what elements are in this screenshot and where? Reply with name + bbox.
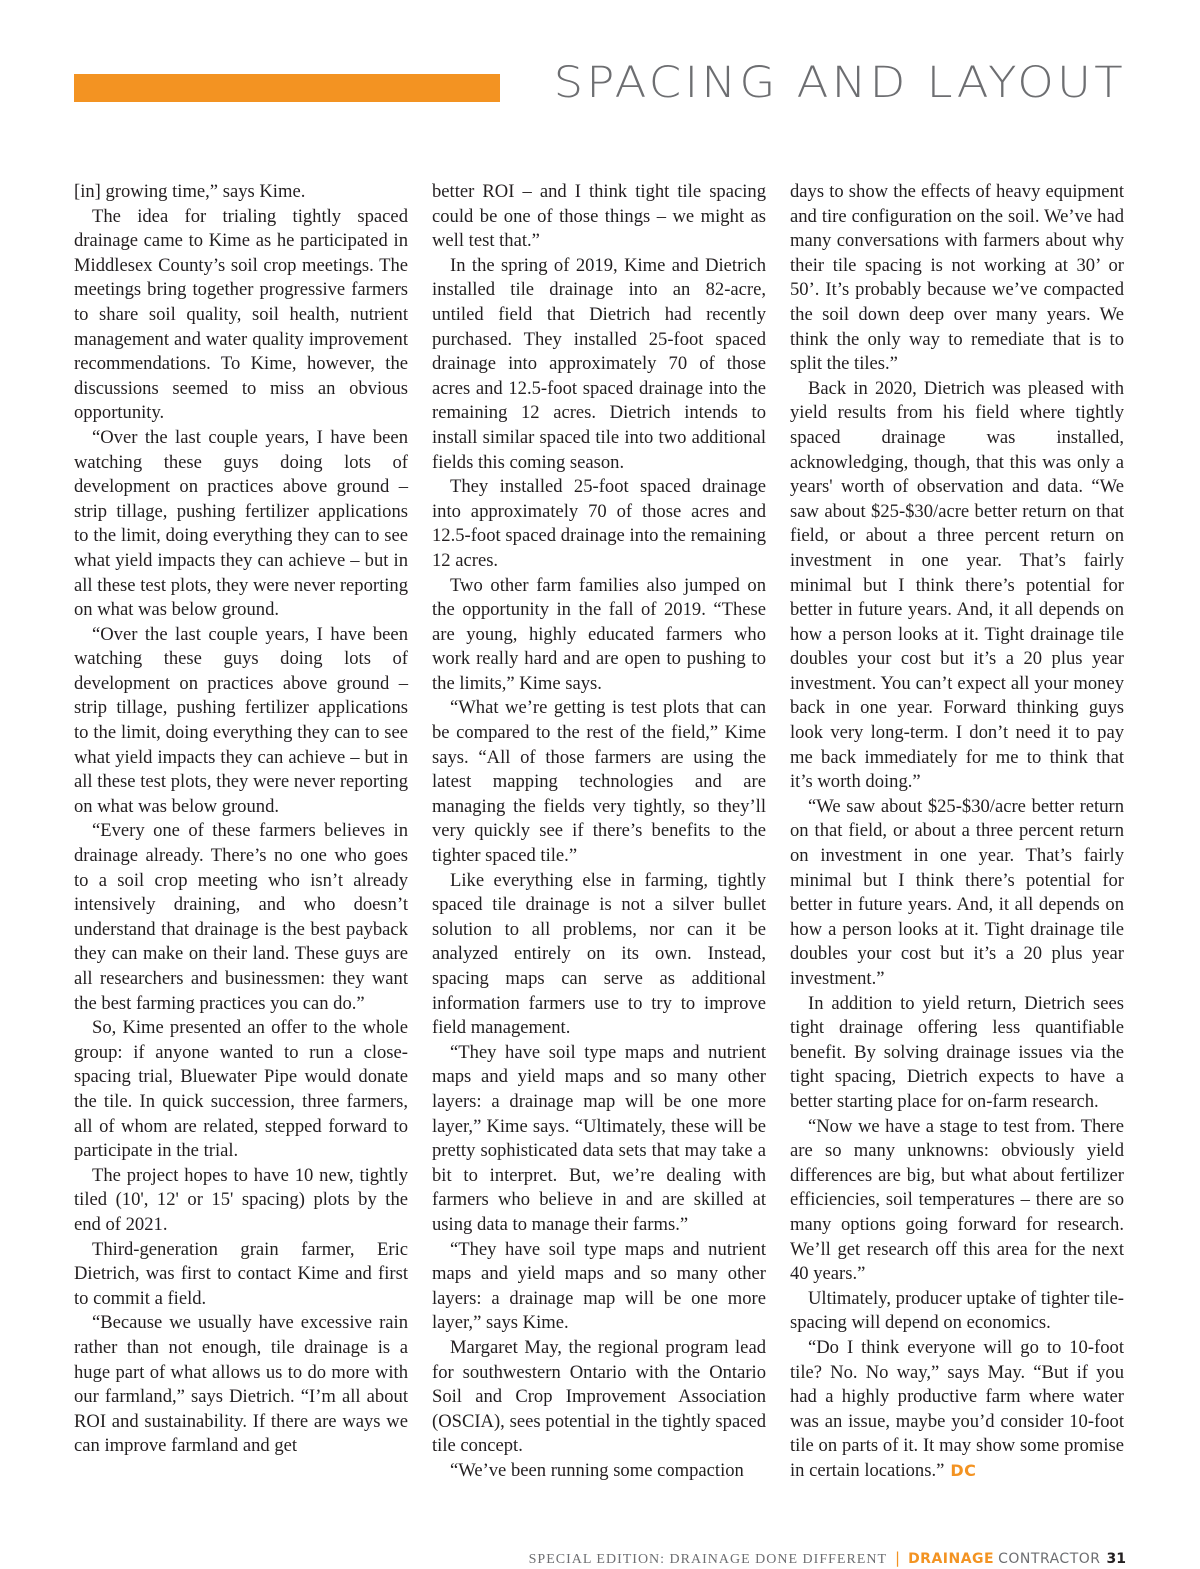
paragraph: They installed 25-foot spaced drainage into approximately 70 of those acres and 12.5-foot spaced drainage into the remaining 12 acres.: [432, 476, 766, 571]
footer-edition: SPECIAL EDITION: DRAINAGE DONE DIFFERENT: [528, 1552, 887, 1567]
paragraph: Third-generation grain farmer, Eric Dietrich, was first to contact Kime and first to commit a field.: [74, 1238, 408, 1309]
dc-end-mark: DC: [950, 1460, 977, 1480]
paragraph: better ROI – and I think tight tile spacing could be one of those things – we might as well test that.”: [432, 181, 766, 252]
paragraph: Ultimately, producer uptake of tighter tile-spacing will depend on economics.: [790, 1287, 1124, 1334]
paragraph: “Over the last couple years, I have been watching these guys doing lots of development on practices above ground – strip tillage, pushing fertilizer applications to the limit, doing everything they can to see what yield impacts they can achieve – but in all these test plots, they were never reporting on what was below ground.: [74, 426, 408, 621]
section-title: SPACING AND LAYOUT: [553, 58, 1126, 108]
paragraph: “Because we usually have excessive rain rather than not enough, tile drainage is a huge part of what allows us to do more with our farmland,” says Dietrich. “I’m all about ROI and sustainability. If there are ways we can improve farmland and get: [74, 1312, 408, 1457]
page-footer: [529, 1549, 1126, 1568]
column-3: [790, 180, 1124, 1490]
paragraph: So, Kime presented an offer to the whole group: if anyone wanted to run a close-spacing trial, Bluewater Pipe would donate the tile. In quick succession, three farmers, all of whom are related, stepped forward to participate in the trial.: [74, 1017, 408, 1162]
paragraph: “They have soil type maps and nutrient maps and yield maps and so many other layers: a drainage map will be one more layer,” Kime says. “Ultimately, these will be pretty sophisticated data sets that may take a bit to interpret. But, we’re dealing with farmers who believe in and are skilled at using data to manage their farms.”: [432, 1041, 766, 1235]
paragraph-final: [790, 1336, 1124, 1484]
paragraph: “We’ve been running some compaction: [450, 1459, 744, 1481]
column-1: [74, 180, 408, 1490]
paragraph: The idea for trialing tightly spaced drainage came to Kime as he participated in Middlesex County’s soil crop meetings. The meetings bring together progressive farmers to share soil quality, soil health, nutrient management and water quality improvement recommendations. To Kime, however, the discussions seemed to miss an obvious opportunity.: [74, 205, 408, 424]
column-2: [432, 180, 766, 1490]
article-body: [74, 180, 1126, 1490]
paragraph: days to show the effects of heavy equipment and tire configuration on the soil. We’ve had many conversations with farmers about why their tile spacing is not working at 30’ or 50’. It’s probably because we’ve compacted the soil down deep over many years. We think the only way to remediate that is to split the tiles.”: [790, 181, 1124, 375]
paragraph: “Every one of these farmers believes in drainage already. There’s no one who goes to a soil crop meeting who isn’t already intensively draining, and who doesn’t understand that drainage is the best payback they can make on their land. These guys are all researchers and businessmen: they want the best farming practices you can do.”: [74, 820, 408, 1014]
paragraph: “Now we have a stage to test from. There are so many unknowns: obviously yield differences are big, but what about fertilizer efficiencies, soil temperatures – there are so many options going forward for research. We’ll get research off this area for the next 40 years.”: [790, 1115, 1124, 1285]
paragraph: “We saw about $25-$30/acre better return on that field, or about a three percent return on investment in one year. That’s fairly minimal but I think there’s potential for better in future years. And, it all depends on how a person looks at it. Tight drainage tile doubles your cost but it’s a 20 plus year investment.”: [790, 795, 1124, 989]
footer-brand-accent: DRAINAGE: [908, 1551, 995, 1567]
paragraph: Back in 2020, Dietrich was pleased with yield results from his field where tightly spaced drainage was installed, acknowledging, though, that this was only a years' worth of observation and data. “We saw about $25-$30/acre better return on that field, or about a three percent return on investment in one year. That’s fairly minimal but I think there’s potential for better in future years. And, it all depends on how a person looks at it. Tight drainage tile doubles your cost but it’s a 20 plus year investment. You can’t expect all your money back in one year. Forward thinking guys look very long-term. I don’t need it to pay me back immediately for me to think that it’s worth doing.”: [790, 377, 1124, 793]
footer-separator: |: [895, 1549, 901, 1567]
paragraph: In addition to yield return, Dietrich sees tight drainage offering less quantifiable benefit. By solving drainage issues via the tight spacing, Dietrich expects to have a better starting place for on-farm research.: [790, 992, 1124, 1112]
paragraph: “Over the last couple years, I have been watching these guys doing lots of development on practices above ground – strip tillage, pushing fertilizer applications to the limit, doing everything they can to see what yield impacts they can achieve – but in all these test plots, they were never reporting on what was below ground.: [74, 623, 408, 817]
paragraph: Margaret May, the regional program lead for southwestern Ontario with the Ontario Soil and Crop Improvement Association (OSCIA), sees potential in the tightly spaced tile concept.: [432, 1336, 766, 1457]
paragraph: “What we’re getting is test plots that can be compared to the rest of the field,” Kime says. “All of those farmers are using the latest mapping technologies and are managing the fields very tightly, so they’ll very quickly see if there’s benefits to the tighter spaced tile.”: [432, 697, 766, 867]
paragraph: “They have soil type maps and nutrient maps and yield maps and so many other layers: a drainage map will be one more layer,” says Kime.: [432, 1238, 766, 1334]
paragraph-final-text: “Do I think everyone will go to 10-foot tile? No. No way,” says May. “But if you had a highly productive farm where water was an issue, maybe you’d consider 10-foot tile on parts of it. It may show some promise in certain locations.”: [790, 1336, 1124, 1481]
paragraph: Like everything else in farming, tightly spaced tile drainage is not a silver bullet solution to all problems, nor can it be analyzed entirely on its own. Instead, spacing maps can serve as additional information farmers use to try to improve field management.: [432, 869, 766, 1039]
page-number: 31: [1106, 1551, 1126, 1567]
paragraph: Two other farm families also jumped on the opportunity in the fall of 2019. “These are young, highly educated farmers who work really hard and are open to pushing to the limits,” Kime says.: [432, 574, 766, 694]
paragraph: The project hopes to have 10 new, tightly tiled (10', 12' or 15' spacing) plots by the end of 2021.: [74, 1164, 408, 1235]
paragraph: [in] growing time,” says Kime.: [74, 181, 306, 202]
header-accent-bar: [74, 74, 500, 102]
footer-brand-rest: CONTRACTOR: [998, 1551, 1101, 1567]
paragraph: In the spring of 2019, Kime and Dietrich installed tile drainage into an 82-acre, untiled field that Dietrich had recently purchased. They installed 25-foot spaced drainage into approximately 70 of those acres and 12.5-foot spaced drainage into the remaining 12 acres. Dietrich intends to install similar spaced tile into two additional fields this coming season.: [432, 254, 766, 473]
